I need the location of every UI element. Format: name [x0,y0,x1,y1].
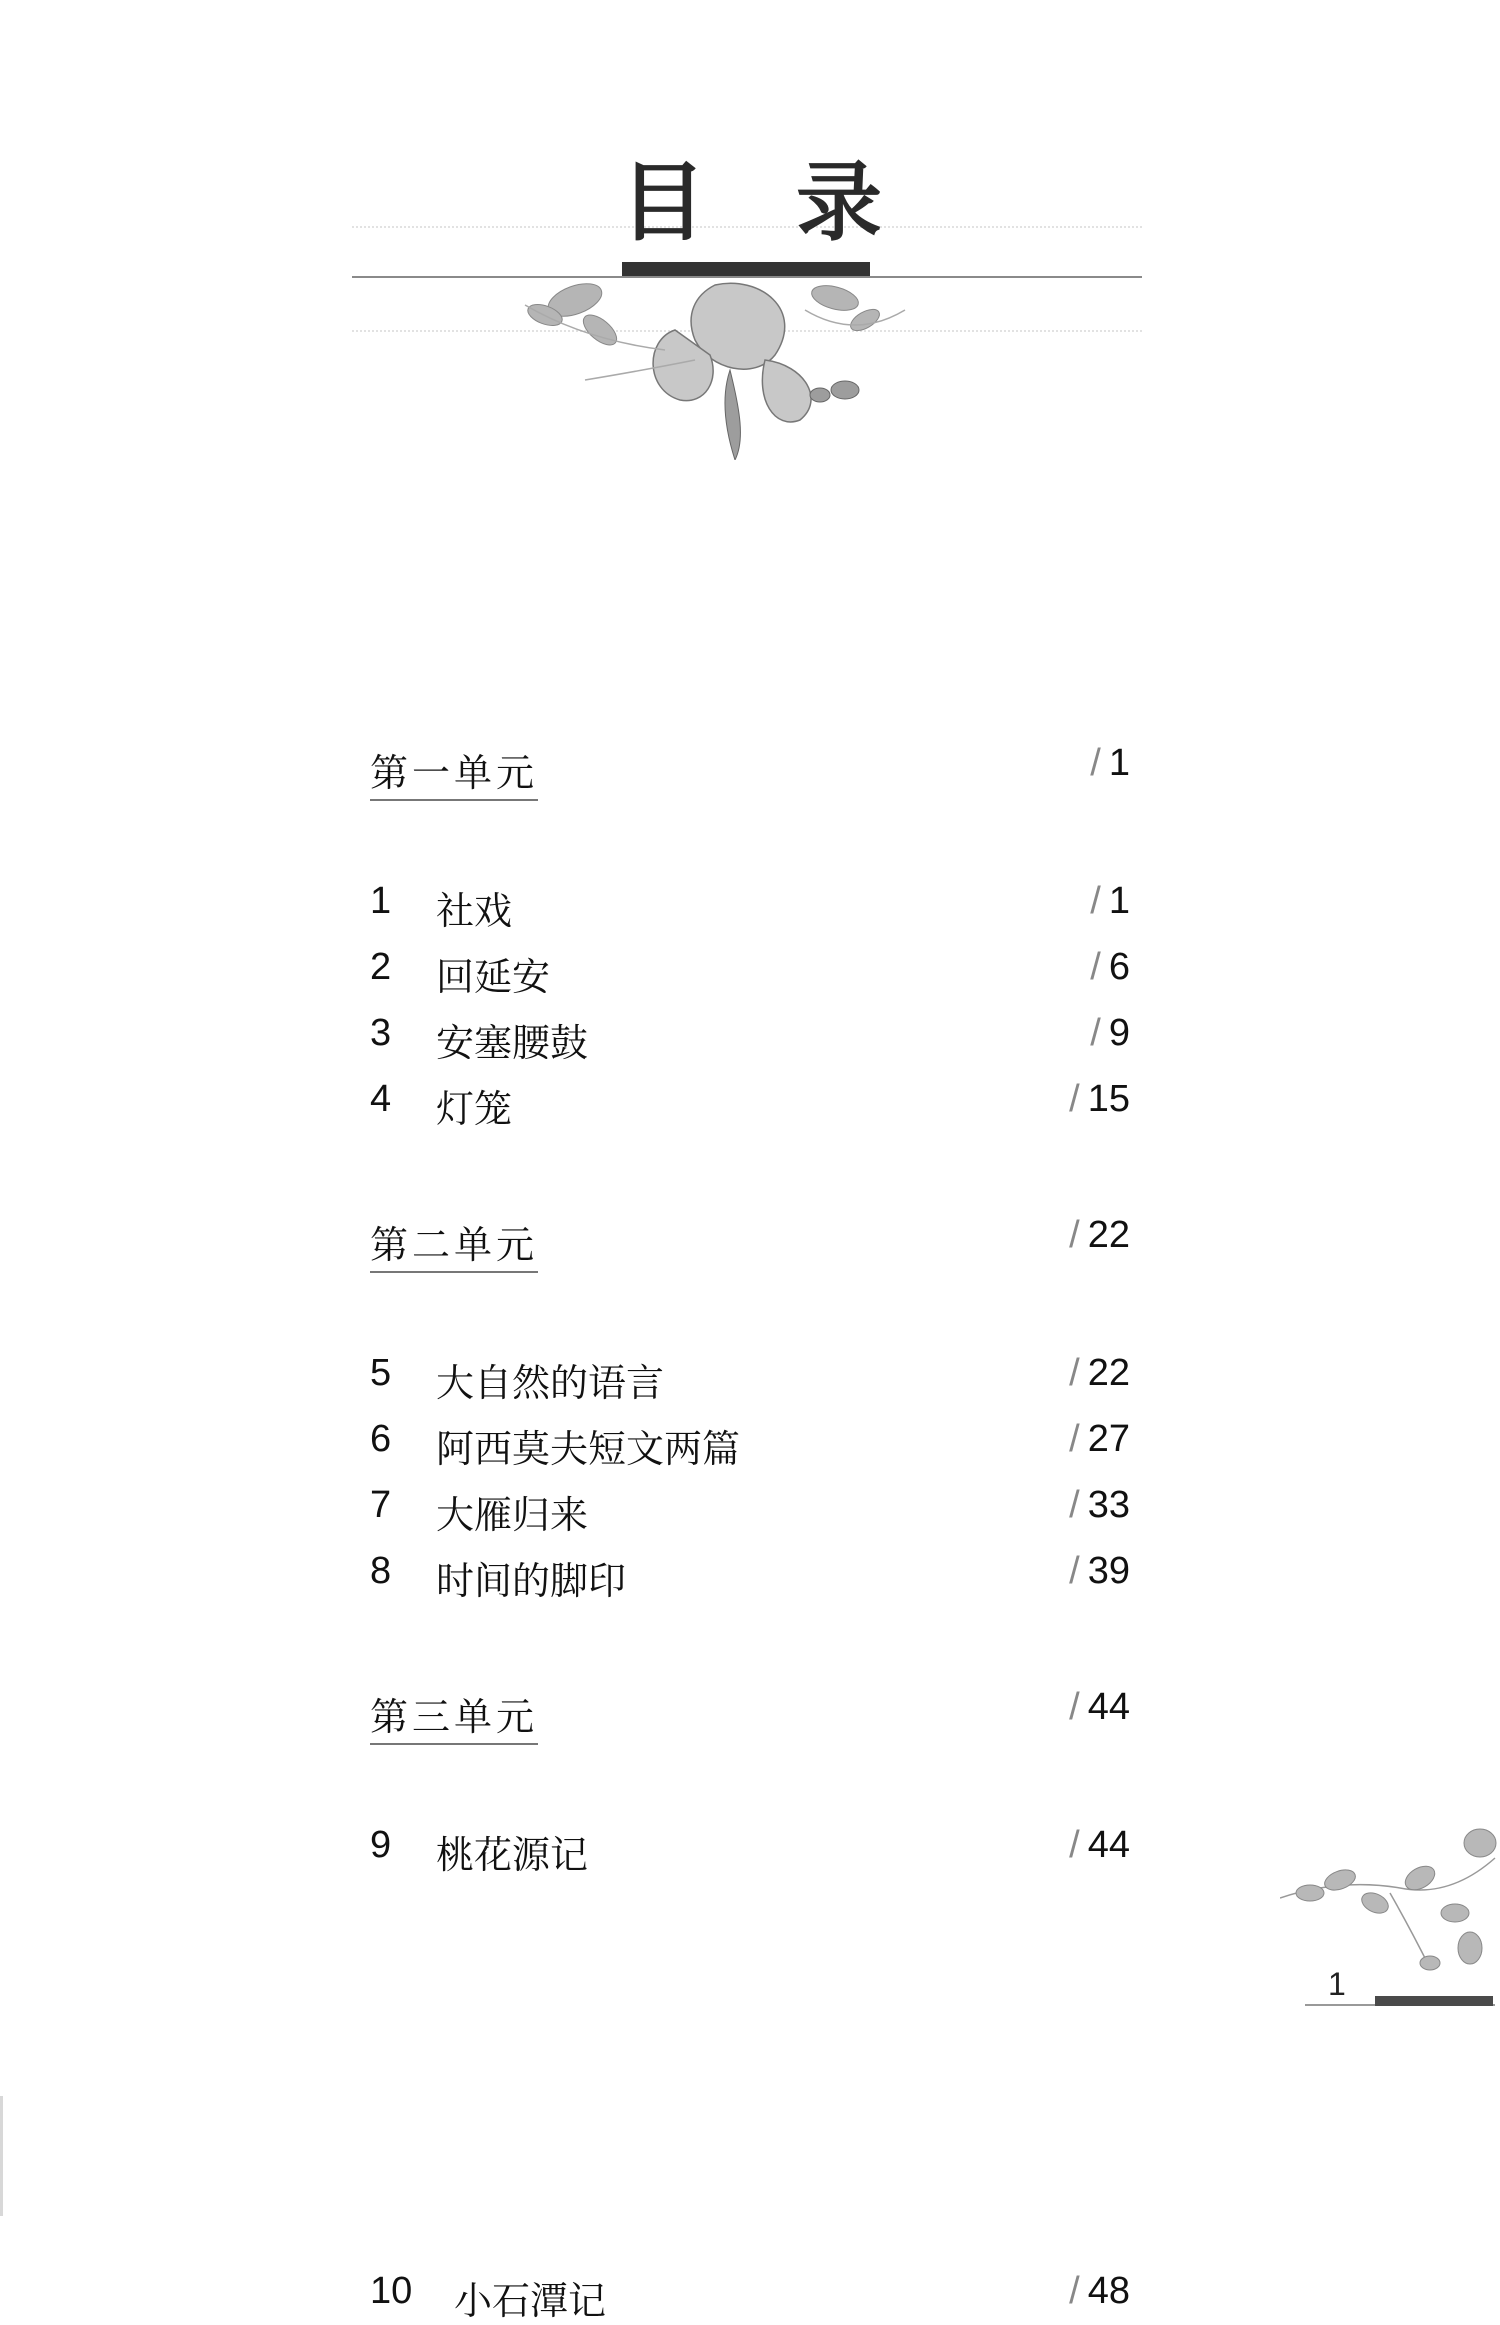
lesson-title: 大雁归来 [436,1493,589,1537]
lesson-number: 4 [370,1078,392,1120]
lesson-item[interactable] [370,1078,1130,1131]
unit-label: 第三单元 [370,1686,538,1745]
page-ref: / 44 [1069,1686,1130,1728]
lesson-item[interactable] [370,1550,1130,1603]
lesson-item[interactable] [370,1824,1130,1877]
lesson-number: 1 [370,880,392,922]
page-ref: / 39 [1069,1550,1130,1592]
lesson-number: 5 [370,1352,392,1394]
lesson-number: 9 [370,1824,392,1866]
page-ref: / 48 [1069,2270,1130,2312]
page-ref: / 9 [1090,1012,1130,1054]
lesson-item[interactable] [370,2270,1130,2323]
vine-ornament-icon [1280,1818,1500,1998]
page-ref: / 22 [1069,1214,1130,1256]
unit-label: 第二单元 [370,1214,538,1273]
lesson-number: 10 [370,2270,413,2312]
page-ref: / 22 [1069,1352,1130,1394]
lesson-title: 灯笼 [436,1087,513,1131]
lesson-item[interactable] [370,1484,1130,1537]
page-number: 1 [1328,1966,1346,2002]
page-ref: / 1 [1090,742,1130,784]
lesson-number: 2 [370,946,392,988]
footer-bar [1375,1996,1493,2006]
unit-heading[interactable] [370,742,1130,795]
lesson-title: 社戏 [436,889,513,933]
lesson-title: 安塞腰鼓 [436,1021,589,1065]
unit-label: 第一单元 [370,742,538,801]
lesson-title: 小石潭记 [454,2279,607,2323]
lesson-item[interactable] [370,946,1130,999]
lesson-title: 回延安 [436,955,551,999]
lesson-number: 8 [370,1550,392,1592]
page-title: 目录 [620,153,972,253]
lesson-item[interactable] [370,1418,1130,1471]
flower-ornament-icon [505,270,925,460]
unit-heading[interactable] [370,1686,1130,1739]
page-ref: / 33 [1069,1484,1130,1526]
page-edge [0,2096,3,2216]
lesson-number: 3 [370,1012,392,1054]
page-ref: / 27 [1069,1418,1130,1460]
lesson-title: 桃花源记 [436,1833,589,1877]
lesson-title: 大自然的语言 [436,1361,665,1405]
page-ref: / 15 [1069,1078,1130,1120]
page-ref: / 44 [1069,1824,1130,1866]
lesson-item[interactable] [370,880,1130,933]
lesson-item[interactable] [370,1012,1130,1065]
lesson-title: 时间的脚印 [436,1559,627,1603]
page-ref: / 1 [1090,880,1130,922]
lesson-title: 阿西莫夫短文两篇 [436,1427,741,1471]
lesson-number: 7 [370,1484,392,1526]
lesson-item[interactable] [370,1352,1130,1405]
lesson-number: 6 [370,1418,392,1460]
unit-heading[interactable] [370,1214,1130,1267]
page-ref: / 6 [1090,946,1130,988]
